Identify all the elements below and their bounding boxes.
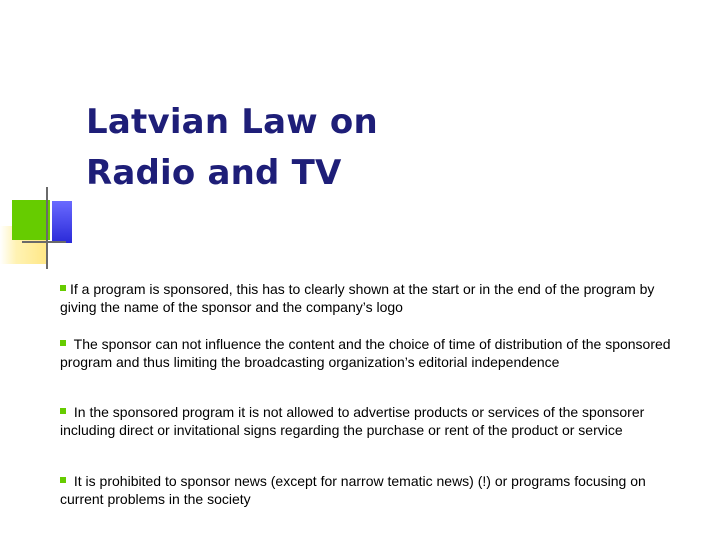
bullet-text-1: If a program is sponsored, this has to clearly shown at the start or in the end of the program by giving the name of the sponsor and the company’s logo bbox=[60, 281, 655, 315]
decorative-blue-block bbox=[52, 201, 72, 243]
bullet-text-4: It is prohibited to sponsor news (except for narrow tematic news) (!) or programs focusing on current problems in the society bbox=[60, 473, 646, 507]
bullet-text-2: The sponsor can not influence the content and the choice of time of distribution of the sponsored program and thus limiting the broadcasting organization’s editorial independence bbox=[60, 336, 671, 370]
slide-title bbox=[86, 97, 378, 199]
decorative-green-block bbox=[12, 200, 50, 240]
decorative-vertical-line bbox=[46, 187, 48, 269]
bullet-item-1 bbox=[60, 280, 690, 316]
bullet-square-icon bbox=[60, 285, 66, 291]
decorative-horizontal-line bbox=[22, 241, 66, 243]
bullet-square-icon bbox=[60, 477, 66, 483]
slide-title-line-1: Latvian Law on bbox=[86, 102, 378, 142]
slide-title-line-2: Radio and TV bbox=[86, 153, 342, 193]
bullet-text-3: In the sponsored program it is not allowed to advertise products or services of the sponsorer including direct or invitational signs regarding the purchase or rent of the product or service bbox=[60, 404, 645, 438]
bullet-square-icon bbox=[60, 340, 66, 346]
bullet-item-2 bbox=[60, 335, 690, 371]
bullet-square-icon bbox=[60, 408, 66, 414]
bullet-item-3 bbox=[60, 403, 690, 439]
bullet-item-4 bbox=[60, 472, 690, 508]
